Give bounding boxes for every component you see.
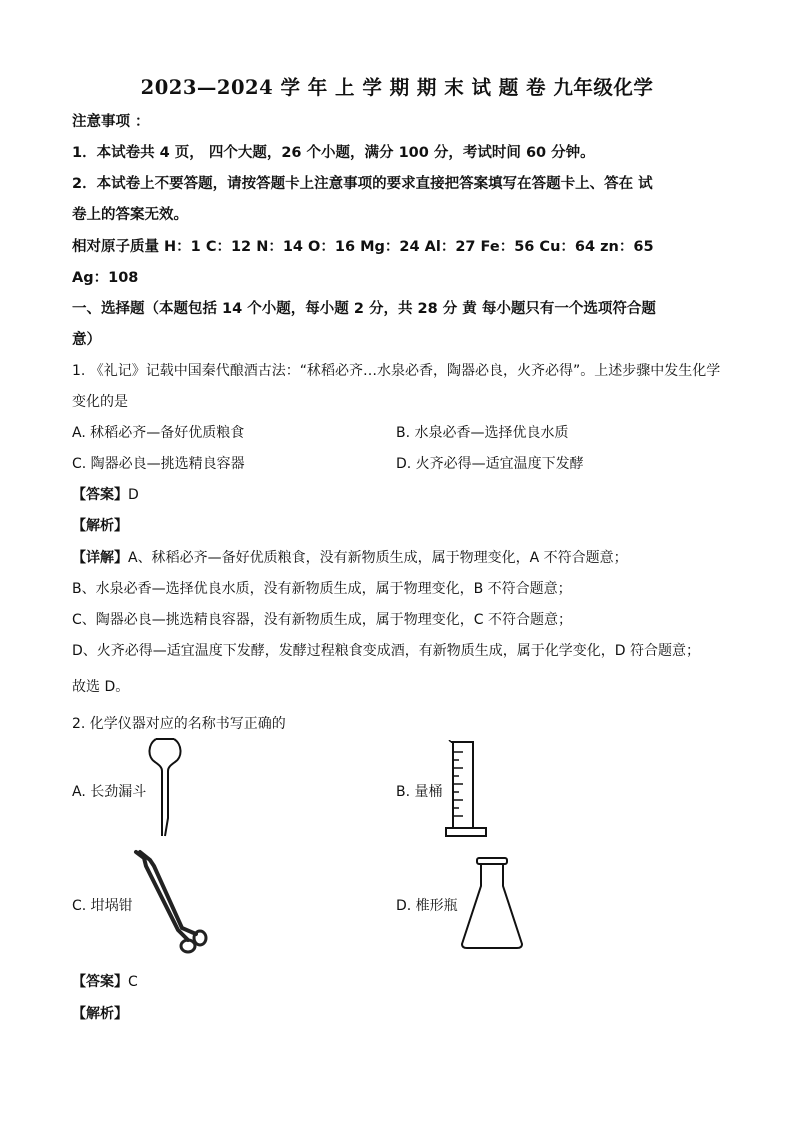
q1-option-d: D. 火齐必得—适宜温度下发酵: [396, 456, 584, 472]
funnel-icon: [145, 738, 185, 842]
q1-stem-line-2: 变化的是: [72, 394, 128, 410]
q2-answer: [72, 971, 138, 991]
answer-value: C: [128, 974, 138, 990]
notice-heading: 注意事项 ：: [72, 114, 150, 130]
page-title: 2023—2024 学 年 上 学 期 期 末 试 题 卷 九年级化学: [140, 76, 654, 99]
q2-option-b: B. 量桶: [396, 784, 443, 800]
q1-answer: [72, 484, 139, 504]
q1-detail-b: B、水泉必香—选择优良水质，没有新物质生成，属于物理变化，B 不符合题意；: [72, 581, 572, 597]
q1-detail-d: D、火齐必得—适宜温度下发酵，发酵过程粮食变成酒，有新物质生成，属于化学变化，D 符合题意；: [72, 643, 701, 659]
q1-option-b: B. 水泉必香—选择优良水质: [396, 425, 569, 441]
q2-stem: 2. 化学仪器对应的名称书写正确的: [72, 716, 286, 732]
answer-tag: 【答案】: [72, 974, 128, 990]
answer-tag: 【答案】: [72, 487, 128, 503]
graduated-cylinder-icon: [443, 740, 491, 842]
section-heading-line-1: 一、选择题（本题包括 14 个小题，每小题 2 分，共 28 分 黄 每小题只有一个选项符合题: [72, 301, 656, 317]
notice-item-2-line-2: 卷上的答案无效。: [72, 207, 188, 223]
answer-value: D: [128, 487, 139, 503]
q2-option-d: D. 椎形瓶: [396, 898, 458, 914]
q2-analysis-tag: 【解析】: [72, 1006, 128, 1022]
conical-flask-icon: [459, 856, 525, 956]
q1-option-a: A. 秫稻必齐—备好优质粮食: [72, 425, 245, 441]
notice-item-1: 1．本试卷共 4 页， 四个大题，26 个小题，满分 100 分，考试时间 60 分钟。: [72, 145, 595, 161]
notice-item-2-line-1: 2．本试卷上不要答题，请按答题卡上注意事项的要求直接把答案填写在答题卡上、答在 试: [72, 176, 653, 192]
atomic-mass-line-1: 相对原子质量 H：1 C：12 N：14 O：16 Mg：24 Al：27 Fe：56 Cu：64 zn：65: [72, 239, 654, 255]
section-heading-line-2: 意）: [72, 332, 101, 348]
q1-detail-a: [72, 547, 628, 567]
q2-option-c: C. 坩埚钳: [72, 898, 133, 914]
atomic-mass-line-2: Ag：108: [72, 270, 139, 286]
detail-a-text: A、秫稻必齐—备好优质粮食，没有新物质生成，属于物理变化，A 不符合题意；: [128, 550, 628, 566]
q1-detail-c: C、陶器必良—挑选精良容器，没有新物质生成，属于物理变化，C 不符合题意；: [72, 612, 572, 628]
crucible-tongs-icon: [130, 848, 210, 960]
q1-conclusion: 故选 D。: [72, 679, 130, 695]
q1-option-c: C. 陶器必良—挑选精良容器: [72, 456, 245, 472]
q2-option-a: A. 长劲漏斗: [72, 784, 147, 800]
detail-tag: 【详解】: [72, 550, 128, 566]
q1-analysis-tag: 【解析】: [72, 518, 128, 534]
q1-stem-line-1: 1. 《礼记》记载中国秦代酿酒古法：“秫稻必齐…水泉必香，陶器必良，火齐必得”。上述步骤中发生化学: [72, 363, 721, 379]
